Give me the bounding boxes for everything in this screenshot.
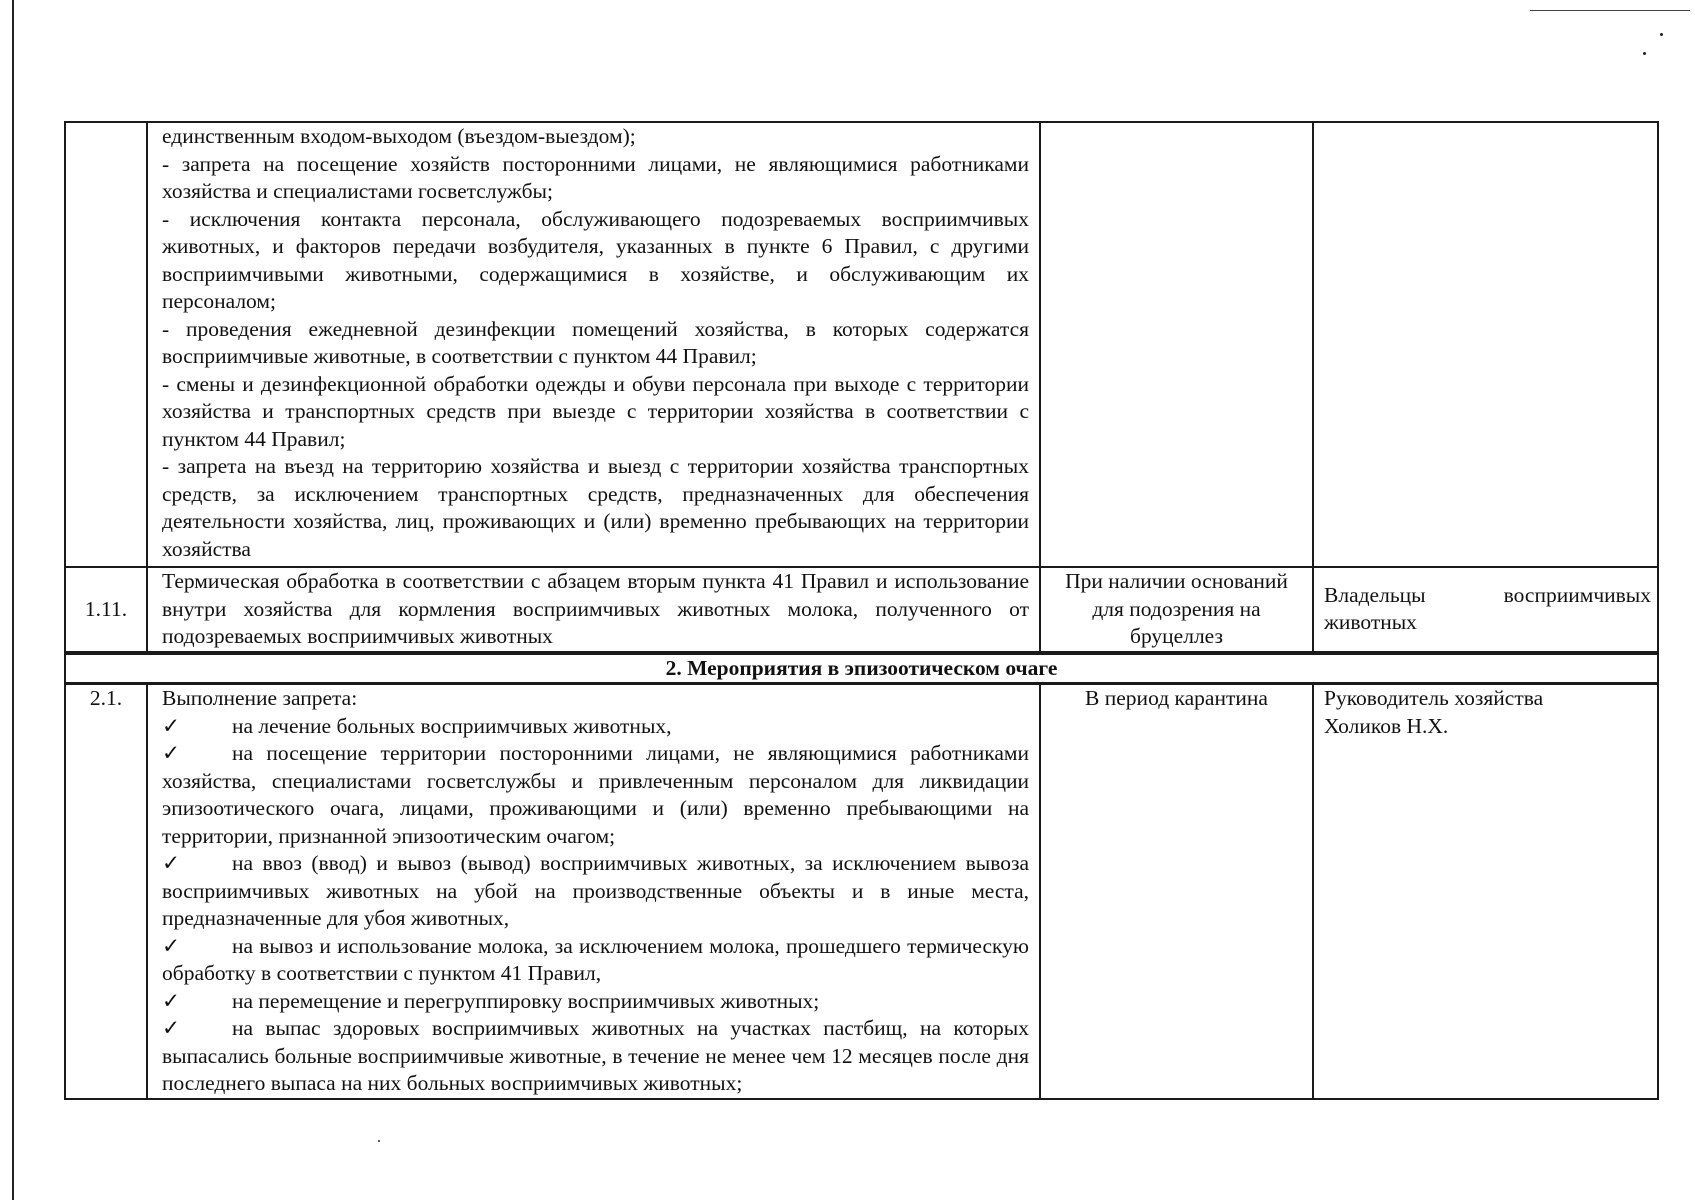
responsible-cell <box>1313 684 1658 1099</box>
responsible-cell <box>1313 122 1658 567</box>
responsible-word: Владельцы <box>1324 582 1426 607</box>
measure-line: единственным входом-выходом (въездом-выездом); <box>162 124 636 148</box>
checkmark-icon: ✓ <box>162 1016 181 1040</box>
checkmark-icon: ✓ <box>162 713 181 738</box>
checklist-item <box>162 713 1029 741</box>
scan-speck <box>1643 52 1646 55</box>
checklist-item-text: на ввоз (ввод) и вывоз (вывод) восприимчивых животных, за исключением вывоза восприимчивых животных на убой на производственные объекты и в иные места, предназначенные для убоя животных, <box>162 851 1029 930</box>
checklist-item <box>162 988 1029 1016</box>
row-number: 1.11. <box>65 567 147 653</box>
measure-line: - проведения ежедневной дезинфекции помещений хозяйства, в которых содержатся восприимчивые животные, в соответствии с пунктом 44 Правил; <box>162 316 1029 368</box>
checklist-item <box>162 1015 1029 1098</box>
measure-text <box>147 122 1040 567</box>
checklist-item <box>162 850 1029 933</box>
responsible-word: животных <box>1324 610 1417 635</box>
table-row-2-1 <box>65 684 1658 1099</box>
responsible-first-line <box>1324 582 1651 610</box>
checklist-item <box>162 740 1029 850</box>
scan-speck <box>378 1140 380 1142</box>
responsible-cell <box>1313 567 1658 653</box>
checkmark-icon: ✓ <box>162 741 181 765</box>
checklist-item <box>162 933 1029 988</box>
page-left-edge <box>12 0 14 1200</box>
row-number <box>65 122 147 567</box>
deadline-cell: В период карантина <box>1040 684 1313 1099</box>
responsible-word: восприимчивых <box>1503 582 1651 607</box>
scan-speck <box>1660 33 1663 36</box>
page-top-right-edge <box>1530 10 1690 11</box>
section-heading-row <box>65 653 1658 684</box>
checklist-item-text: на лечение больных восприимчивых животных, <box>232 713 672 738</box>
checkmark-icon: ✓ <box>162 933 181 958</box>
measure-line: - запрета на посещение хозяйств посторонними лицами, не являющимися работниками хозяйства и специалистами госветслужбы; <box>162 151 1029 203</box>
checklist-item-text: на перемещение и перегруппировку восприимчивых животных; <box>232 988 820 1013</box>
deadline-cell: При наличии оснований для подозрения на бруцеллез <box>1040 567 1313 653</box>
row-number: 2.1. <box>65 684 147 1099</box>
checklist-item-text: на выпас здоровых восприимчивых животных на участках пастбищ, на которых выпасались больные восприимчивые животные, в течение не менее чем 12 месяцев после дня последнего выпаса на них больных восприимчивых животных; <box>162 1016 1029 1095</box>
checkmark-icon: ✓ <box>162 851 181 875</box>
measure-text <box>147 684 1040 1099</box>
checkmark-icon: ✓ <box>162 988 181 1013</box>
responsible-name: Холиков Н.Х. <box>1324 713 1449 738</box>
checklist-item-text: на вывоз и использование молока, за исключением молока, прошедшего термическую обработку в соответствии с пунктом 41 Правил, <box>162 933 1029 985</box>
responsible-title: Руководитель хозяйства <box>1324 686 1544 710</box>
table-row-continuation <box>65 122 1658 567</box>
measure-line: - исключения контакта персонала, обслуживающего подозреваемых восприимчивых животных, и факторов передачи возбудителя, указанных в пункте 6 Правил, с другими восприимчивыми животными, содержащимися в хозяйстве, и обслуживающим их персоналом; <box>162 206 1029 313</box>
measures-table <box>64 121 1659 1100</box>
measure-text: Термическая обработка в соответствии с абзацем вторым пункта 41 Правил и использование внутри хозяйства для кормления восприимчивых животных молока, полученного от подозреваемых восприимчивых животных <box>147 567 1040 653</box>
table-row-1-11 <box>65 567 1658 653</box>
measure-intro: Выполнение запрета: <box>162 686 358 710</box>
measure-line: - смены и дезинфекционной обработки одежды и обуви персонала при выходе с территории хозяйства и транспортных средств при выезде с территории хозяйства в соответствии с пунктом 44 Правил; <box>162 371 1029 451</box>
section-title: 2. Мероприятия в эпизоотическом очаге <box>65 653 1658 684</box>
measure-line: - запрета на въезд на территорию хозяйства и выезд с территории хозяйства транспортных средств, за исключением транспортных средств, предназначенных для обеспечения деятельности хозяйства, лиц, проживающих и (или) временно пребывающих на территории хозяйства <box>162 454 1029 561</box>
deadline-cell <box>1040 122 1313 567</box>
checklist-item-text: на посещение территории посторонними лицами, не являющимися работниками хозяйства, специалистами госветслужбы и привлеченным персоналом для ликвидации эпизоотического очага, лицами, проживающими и (или) временно пребывающими на территории, признанной эпизоотическим очагом; <box>162 741 1029 848</box>
